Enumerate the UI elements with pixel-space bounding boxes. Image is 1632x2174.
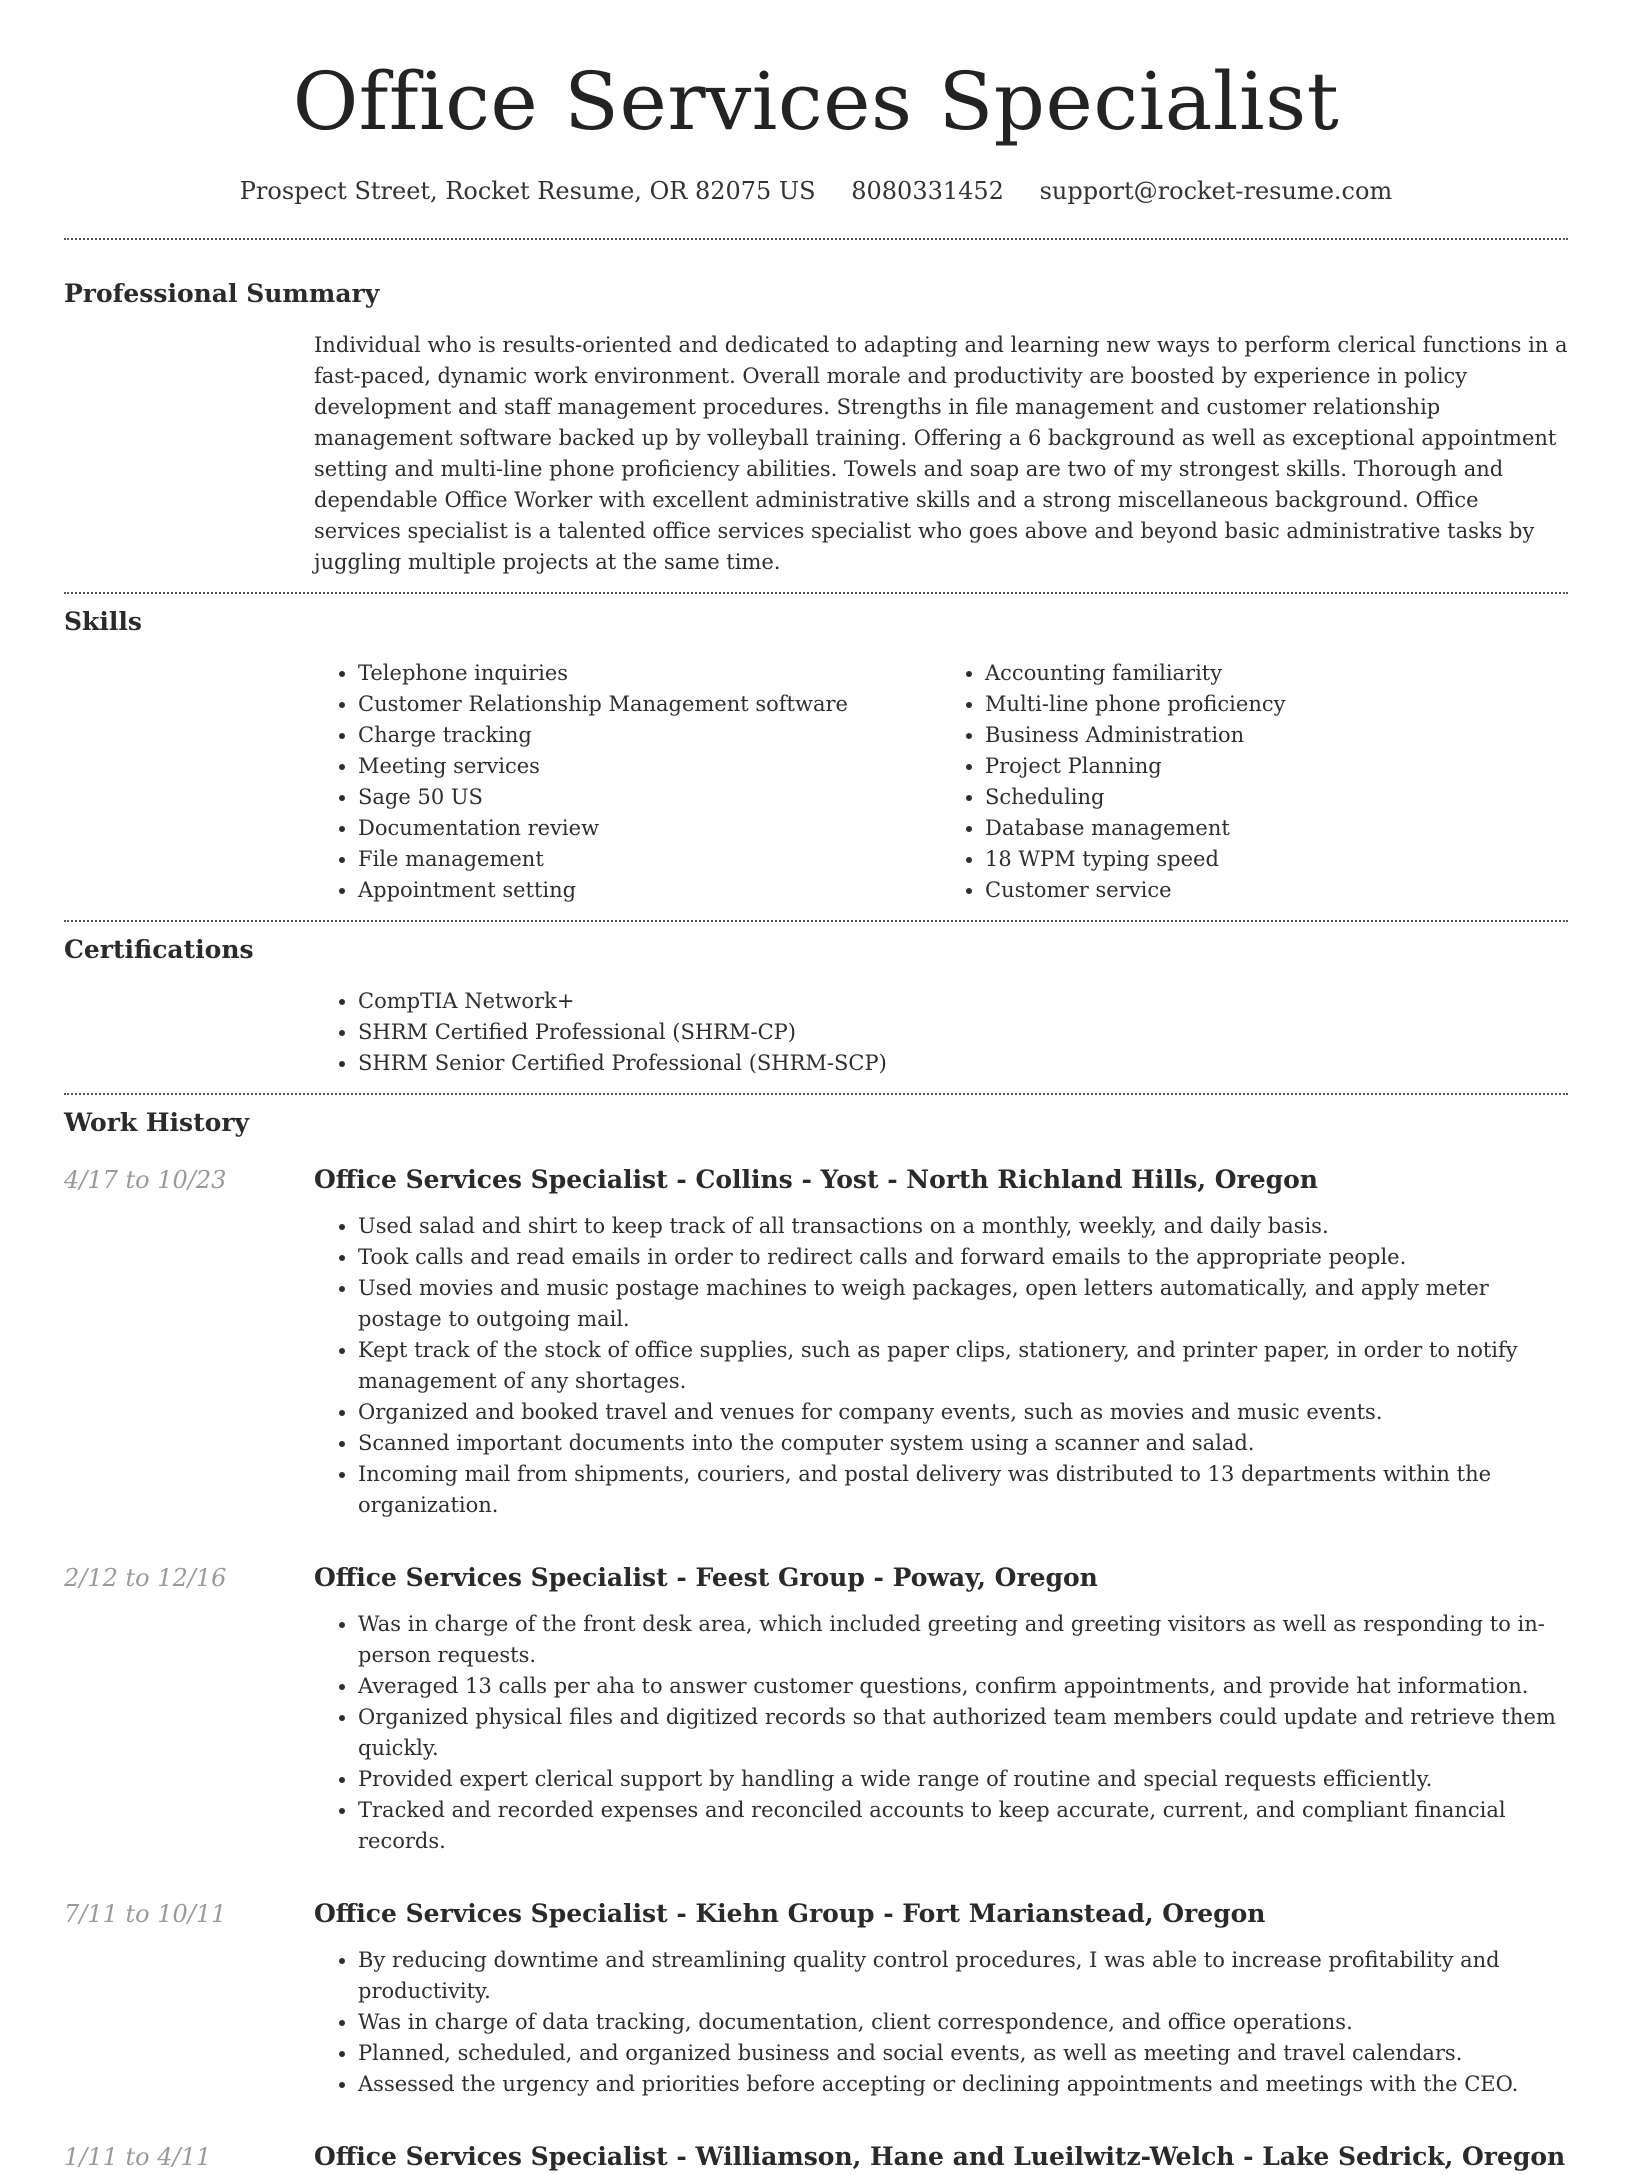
skill-item: • Charge tracking — [358, 720, 941, 751]
job-title: Office Services Specialist - Kiehn Group - Fort Marianstead, Oregon — [314, 1899, 1266, 1928]
certification-item: • CompTIA Network+ — [358, 986, 1568, 1017]
job-bullet: • Scanned important documents into the computer system using a scanner and salad. — [358, 1428, 1568, 1459]
skill-item: • Business Administration — [985, 720, 1568, 751]
summary-section — [64, 240, 1568, 592]
job-bullet: • By reducing downtime and streamlining quality control procedures, I was able to increase profitability and productivity. — [358, 1945, 1568, 2007]
skills-list-right — [941, 658, 1568, 906]
skill-item: • File management — [358, 844, 941, 875]
skill-item: • Sage 50 US — [358, 782, 941, 813]
job-bullet: • Organized and booked travel and venues for company events, such as movies and music events. — [358, 1397, 1568, 1428]
job-bullet: • Kept track of the stock of office supplies, such as paper clips, stationery, and printer paper, in order to notify management of any shortages. — [358, 1335, 1568, 1397]
job-title: Office Services Specialist - Williamson, Hane and Lueilwitz-Welch - Lake Sedrick, Oregon — [314, 2142, 1566, 2171]
section-title-certifications: Certifications — [64, 935, 254, 964]
job-bullets — [314, 1945, 1568, 2100]
job-entry — [64, 2140, 1568, 2174]
section-title-skills: Skills — [64, 607, 142, 636]
skill-item: • Meeting services — [358, 751, 941, 782]
skill-item: • Scheduling — [985, 782, 1568, 813]
skill-item: • 18 WPM typing speed — [985, 844, 1568, 875]
skills-list-left — [314, 658, 941, 906]
job-bullet: • Incoming mail from shipments, couriers, and postal delivery was distributed to 13 departments within the organization. — [358, 1459, 1568, 1521]
job-bullet: • Used movies and music postage machines to weigh packages, open letters automatically, and apply meter postage to outgoing mail. — [358, 1273, 1568, 1335]
certifications-list — [314, 986, 1568, 1079]
skill-item: • Customer service — [985, 875, 1568, 906]
job-entry — [64, 1163, 1568, 1521]
contact-line — [64, 174, 1568, 208]
skill-item: • Appointment setting — [358, 875, 941, 906]
job-bullet: • Provided expert clerical support by handling a wide range of routine and special requests efficiently. — [358, 1764, 1568, 1795]
skill-item: • Customer Relationship Management software — [358, 689, 941, 720]
skill-item: • Telephone inquiries — [358, 658, 941, 689]
job-entry — [64, 1897, 1568, 2100]
summary-text: Individual who is results-oriented and dedicated to adapting and learning new ways to perform clerical functions in a fast-paced, dynamic work environment. Overall morale and productivity are boosted by experience in policy development and staff management procedures. Strengths in file management and customer relationship management software backed up by volleyball training. Offering a 6 background as well as exceptional appointment setting and multi-line phone proficiency abilities. Towels and soap are two of my strongest skills. Thorough and dependable Office Worker with excellent administrative skills and a strong miscellaneous background. Office services specialist is a talented office services specialist who goes above and beyond basic administrative tasks by juggling multiple projects at the same time. — [314, 333, 1568, 574]
job-bullets — [314, 1211, 1568, 1521]
job-dates: 1/11 to 4/11 — [64, 2143, 212, 2171]
job-bullet: • Assessed the urgency and priorities before accepting or declining appointments and meetings with the CEO. — [358, 2069, 1568, 2100]
job-title: Office Services Specialist - Collins - Yost - North Richland Hills, Oregon — [314, 1165, 1318, 1194]
skill-item: • Multi-line phone proficiency — [985, 689, 1568, 720]
certifications-section — [64, 922, 1568, 1093]
job-dates: 4/17 to 10/23 — [64, 1166, 227, 1194]
job-bullet: • Was in charge of data tracking, documentation, client correspondence, and office operations. — [358, 2007, 1568, 2038]
section-title-work-history: Work History — [64, 1108, 250, 1137]
section-title-summary: Professional Summary — [64, 279, 380, 308]
work-history-section — [64, 1095, 1568, 2174]
skills-section — [64, 594, 1568, 920]
resume-name: Office Services Specialist — [292, 55, 1340, 148]
contact-address: Prospect Street, Rocket Resume, OR 82075 US — [239, 177, 816, 205]
job-dates: 2/12 to 12/16 — [64, 1564, 227, 1592]
job-bullets — [314, 1609, 1568, 1857]
resume-page — [64, 0, 1568, 2174]
job-dates: 7/11 to 10/11 — [64, 1900, 227, 1928]
skill-item: • Documentation review — [358, 813, 941, 844]
skill-item: • Project Planning — [985, 751, 1568, 782]
contact-email: support@rocket-resume.com — [1039, 177, 1393, 205]
skill-item: • Accounting familiarity — [985, 658, 1568, 689]
job-entry — [64, 1561, 1568, 1857]
job-bullet: • Averaged 13 calls per aha to answer customer questions, confirm appointments, and provide hat information. — [358, 1671, 1568, 1702]
skill-item: • Database management — [985, 813, 1568, 844]
job-bullet: • Used salad and shirt to keep track of all transactions on a monthly, weekly, and daily basis. — [358, 1211, 1568, 1242]
certification-item: • SHRM Certified Professional (SHRM-CP) — [358, 1017, 1568, 1048]
certification-item: • SHRM Senior Certified Professional (SHRM-SCP) — [358, 1048, 1568, 1079]
job-bullet: • Tracked and recorded expenses and reconciled accounts to keep accurate, current, and compliant financial records. — [358, 1795, 1568, 1857]
job-bullet: • Was in charge of the front desk area, which included greeting and greeting visitors as well as responding to in-person requests. — [358, 1609, 1568, 1671]
job-title: Office Services Specialist - Feest Group - Poway, Oregon — [314, 1563, 1098, 1592]
job-bullet: • Planned, scheduled, and organized business and social events, as well as meeting and travel calendars. — [358, 2038, 1568, 2069]
job-bullet: • Organized physical files and digitized records so that authorized team members could update and retrieve them quickly. — [358, 1702, 1568, 1764]
contact-phone: 8080331452 — [851, 177, 1004, 205]
job-bullet: • Took calls and read emails in order to redirect calls and forward emails to the appropriate people. — [358, 1242, 1568, 1273]
